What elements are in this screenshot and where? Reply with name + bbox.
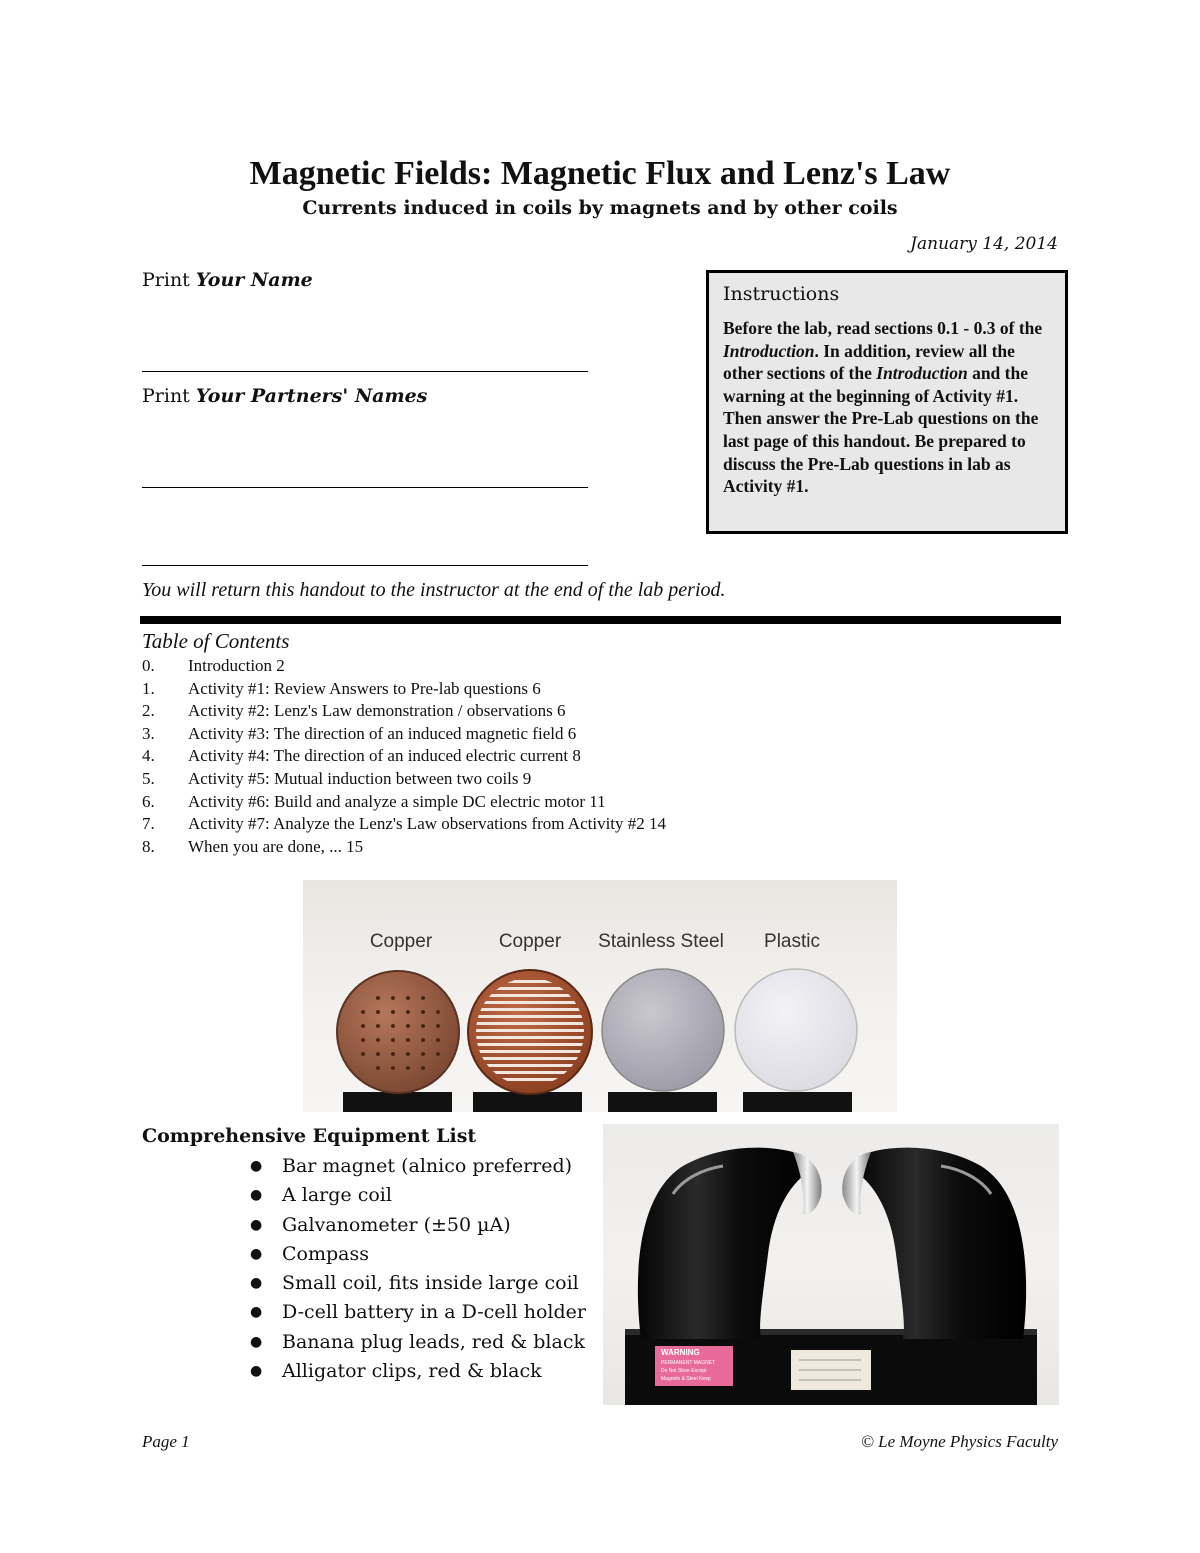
list-item <box>250 1240 586 1269</box>
disk-label: Copper <box>498 931 562 952</box>
toc-item-number: 3. <box>142 723 155 743</box>
toc-item-number: 6. <box>142 791 155 811</box>
toc-item-text: Activity #4: The direction of an induced electric current 8 <box>188 746 581 766</box>
disk-label: Stainless Steel <box>598 931 724 952</box>
list-item-text: Bar magnet (alnico preferred) <box>282 1155 573 1177</box>
toc-item[interactable] <box>142 836 666 859</box>
document-subtitle: Currents induced in coils by magnets and by other coils <box>302 197 898 219</box>
warning-sticker-text: Magnets & Steel Keep <box>661 1376 711 1382</box>
name-field-line[interactable] <box>142 371 588 372</box>
toc-item[interactable] <box>142 655 666 678</box>
disks-photo-illustration <box>303 880 897 1112</box>
list-item <box>250 1152 586 1181</box>
list-item-text: Alligator clips, red & black <box>282 1360 542 1383</box>
instructions-text-3: and the warning at the beginning of Activity #1. Then answer the Pre-Lab questions on the last page of this handout. Be prepared to discuss the Pre-Lab questions in lab as Activity #1. <box>723 363 1039 497</box>
list-item-text: Small coil, fits inside large coil <box>282 1272 579 1295</box>
toc-item-text: Activity #1: Review Answers to Pre-lab questions 6 <box>188 678 541 698</box>
disk-label: Copper <box>369 931 433 952</box>
toc-item[interactable] <box>142 768 666 791</box>
bullet-icon: ● <box>250 1245 263 1262</box>
list-item <box>250 1328 586 1357</box>
page-number: Page 1 <box>142 1432 190 1451</box>
toc-item-text: Activity #6: Build and analyze a simple DC electric motor 11 <box>188 791 606 811</box>
right-pole-tip <box>842 1152 871 1214</box>
disk-stand <box>743 1092 852 1112</box>
toc-item-number: 2. <box>142 701 155 721</box>
partners-label-emph: Your Partners' Names <box>195 385 428 407</box>
toc-item-text: Activity #7: Analyze the Lenz's Law observations from Activity #2 14 <box>188 814 667 834</box>
toc-item-text: Activity #3: The direction of an induced magnetic field 6 <box>188 723 577 743</box>
list-item <box>250 1357 586 1386</box>
instructions-emph-2: Introduction <box>876 363 968 384</box>
partners-label-prefix: Print <box>142 385 190 407</box>
toc-item-number: 5. <box>142 768 155 788</box>
toc-item-number: 1. <box>142 678 155 698</box>
left-pole-tip <box>793 1152 822 1214</box>
disks-photo <box>303 880 897 1112</box>
toc-item[interactable] <box>142 723 666 746</box>
list-item-text: D-cell battery in a D-cell holder <box>282 1301 586 1324</box>
toc-title: Table of Contents <box>142 629 290 653</box>
equipment-list <box>250 1152 586 1386</box>
magnet-photo-illustration <box>603 1124 1059 1405</box>
instructions-body <box>723 317 1058 498</box>
list-item <box>250 1211 586 1240</box>
list-item-text: A large coil <box>282 1184 392 1207</box>
list-item-text: Banana plug leads, red & black <box>282 1330 585 1353</box>
return-note: You will return this handout to the instructor at the end of the lab period. <box>142 579 726 601</box>
toc-item[interactable] <box>142 700 666 723</box>
warning-sticker-text: Do Not Store Except <box>661 1368 707 1374</box>
toc-item-text: Activity #2: Lenz's Law demonstration / observations 6 <box>188 701 566 721</box>
document-title: Magnetic Fields: Magnetic Flux and Lenz's Law <box>249 155 951 192</box>
partner-field-line-1[interactable] <box>142 487 588 488</box>
table-of-contents <box>142 655 666 858</box>
partner-field-line-2[interactable] <box>142 565 588 566</box>
disk-label: Plastic <box>764 931 820 952</box>
toc-item-number: 7. <box>142 814 155 834</box>
instructions-text-1: Before the lab, read sections 0.1 - 0.3 of the <box>723 318 1043 338</box>
bullet-icon: ● <box>250 1275 263 1292</box>
disk-stand <box>343 1092 452 1112</box>
section-divider <box>140 616 1061 624</box>
disk-stand <box>473 1092 582 1112</box>
toc-item-number: 0. <box>142 656 155 675</box>
bullet-icon: ● <box>250 1216 263 1233</box>
stainless-steel-disk <box>602 969 724 1091</box>
warning-sticker-text: WARNING <box>661 1348 700 1357</box>
instructions-title: Instructions <box>723 283 840 305</box>
toc-item-number: 4. <box>142 746 155 766</box>
copper-holes-disk <box>337 971 459 1093</box>
toc-item-text: When you are done, ... 15 <box>188 836 364 856</box>
instructions-text-2: . In addition, review all the other sections of the <box>723 340 1015 384</box>
magnet-photo <box>603 1124 1059 1405</box>
bullet-icon: ● <box>250 1187 263 1204</box>
list-item-text: Compass <box>282 1242 369 1265</box>
list-item <box>250 1298 586 1327</box>
instructions-box <box>706 270 1068 534</box>
toc-item-text: Introduction 2 <box>188 656 285 675</box>
toc-item-number: 8. <box>142 836 155 856</box>
toc-item[interactable] <box>142 791 666 814</box>
instructions-emph-1: Introduction <box>723 340 815 361</box>
toc-item[interactable] <box>142 813 666 836</box>
partners-label <box>142 385 427 407</box>
left-magnet-pole <box>638 1148 808 1339</box>
bullet-icon: ● <box>250 1304 263 1321</box>
toc-item[interactable] <box>142 745 666 768</box>
list-item <box>250 1181 586 1210</box>
list-item-text: Galvanometer (±50 µA) <box>282 1213 511 1236</box>
list-item <box>250 1269 586 1298</box>
name-label <box>142 269 313 291</box>
plastic-disk <box>735 969 857 1091</box>
toc-item[interactable] <box>142 678 666 701</box>
warning-sticker-text: PERMANENT MAGNET <box>661 1360 716 1366</box>
bullet-icon: ● <box>250 1333 263 1350</box>
toc-item-text: Activity #5: Mutual induction between two coils 9 <box>188 768 532 788</box>
name-label-emph: Your Name <box>195 269 313 291</box>
disk-stand <box>608 1092 717 1112</box>
name-label-prefix: Print <box>142 269 190 291</box>
bullet-icon: ● <box>250 1158 263 1174</box>
bullet-icon: ● <box>250 1363 263 1380</box>
right-magnet-pole <box>856 1148 1026 1339</box>
equipment-title: Comprehensive Equipment List <box>142 1125 477 1147</box>
document-date: January 14, 2014 <box>910 234 1058 254</box>
copyright: © Le Moyne Physics Faculty <box>860 1432 1058 1451</box>
